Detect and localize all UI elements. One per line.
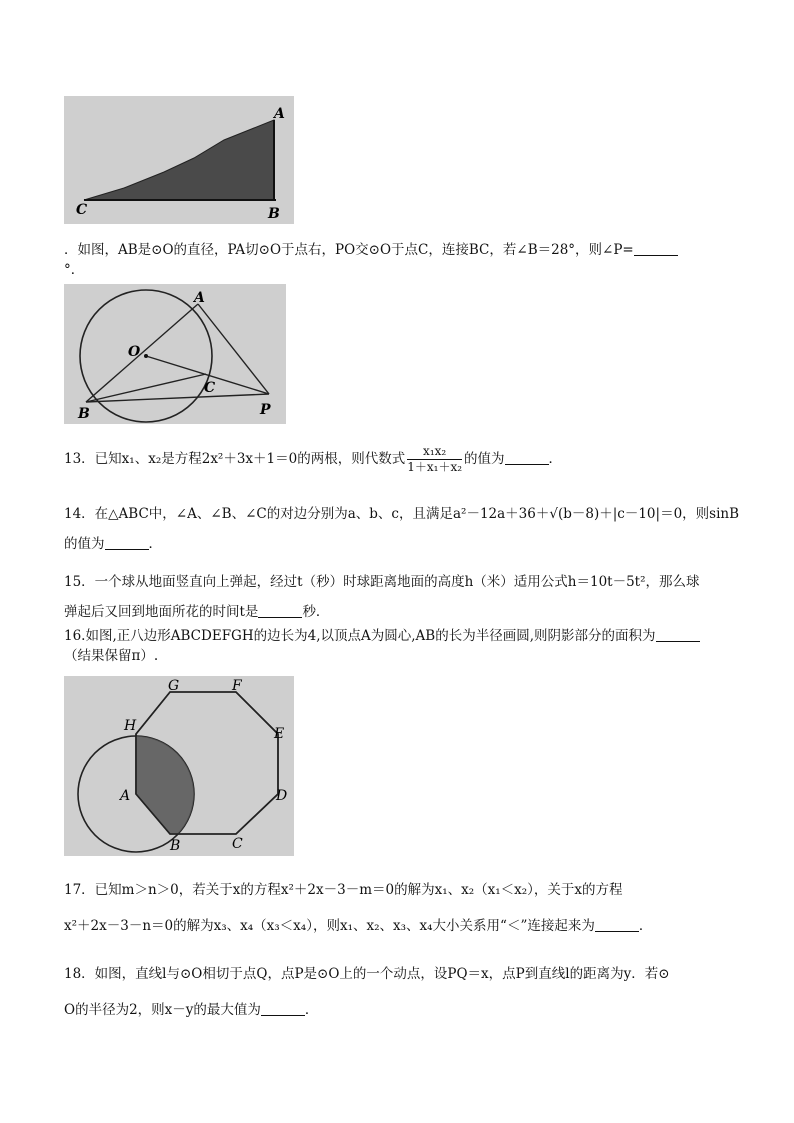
q17-text: 17．已知m＞n＞0，若关于x的方程x²＋2x－3－m＝0的解为x₁、x₂（x₁＜x₂），关于x的方程 (64, 882, 623, 898)
q16-text-2: （结果保留π）. (64, 648, 159, 665)
q13-suffix: 的值为 (464, 451, 505, 467)
fig11-label-a: A (274, 106, 285, 122)
q14-end: ． (148, 535, 162, 552)
question-16 (64, 626, 732, 667)
q13-prefix: 13．已知x₁、x₂是方程2x²＋3x＋1＝0的两根，则代数式 (64, 451, 406, 467)
fig12-label-a: A (194, 290, 205, 306)
q17-text-2: x²＋2x－3－n＝0的解为x₃、x₄（x₃＜x₄），则x₁、x₂、x₃、x₄大小关系用“＜”连接起来为 (64, 918, 595, 935)
q14-text-2: 的值为 (64, 535, 105, 552)
q16-blank (656, 627, 700, 642)
q12-text: ．如图，AB是⊙O的直径，PA切⊙O于点右，PO交⊙O于点C，连接BC，若∠B＝28°，则∠P= (64, 242, 634, 258)
fig16-label-f: F (232, 678, 242, 694)
fig16-label-b: B (170, 838, 181, 854)
fig11-label-c: C (76, 202, 88, 218)
q12-blank (634, 241, 678, 256)
question-13 (64, 444, 732, 475)
fig11-label-b: B (268, 206, 280, 222)
q18-text: 18．如图，直线l与⊙O相切于点Q，点P是⊙O上的一个动点，设PQ＝x，点P到直线l的距离为y．若⊙ (64, 966, 670, 982)
line-ab (86, 304, 198, 402)
fig12-label-c: C (204, 380, 216, 396)
question-17 (64, 872, 732, 945)
q17-end: ． (638, 918, 653, 935)
octagon-figure (64, 676, 294, 856)
q14-blank (105, 535, 149, 550)
q14-text: 14．在△ABC中，∠A、∠B、∠C的对边分别为a、b、c，且满足a²－12a＋36＋√(b－8)＋|c－10|＝0，则sinB (64, 506, 740, 522)
fig16-label-e: E (274, 726, 285, 742)
fig16-label-g: G (168, 678, 180, 694)
question-12 (64, 240, 732, 281)
q15-text-2: 弹起后又回到地面所花的时间t是 (64, 603, 259, 620)
fig12-label-o: O (128, 344, 141, 360)
question-14 (64, 500, 740, 559)
fig12-label-p: P (260, 402, 271, 418)
q15-end: 秒． (302, 603, 330, 620)
q13-fraction (407, 444, 462, 475)
fig16-label-a: A (120, 788, 131, 804)
q13-end: ． (548, 451, 563, 467)
q18-text-2: O的半径为2，则x－y的最大值为 (64, 1002, 261, 1019)
q13-blank (505, 450, 549, 465)
q18-end: ． (304, 1002, 319, 1019)
q17-blank (595, 917, 639, 932)
q13-numerator: x₁x₂ (407, 444, 462, 460)
q13-denominator: 1＋x₁＋x₂ (407, 460, 463, 474)
q16-text: 16.如图,正八边形ABCDEFGH的边长为4,以顶点A为圆心,AB的长为半径画圆,则阴影部分的面积为 (64, 628, 656, 644)
circle-tangent-figure (64, 284, 286, 424)
center-point (144, 354, 148, 358)
question-15 (64, 568, 732, 627)
q15-blank (258, 603, 302, 618)
hill-shape (84, 120, 274, 200)
slope-figure (64, 96, 294, 224)
q18-blank (261, 1001, 305, 1016)
fig16-label-d: D (276, 788, 288, 804)
question-18 (64, 956, 732, 1029)
fig12-label-b: B (78, 406, 90, 422)
q15-text: 15．一个球从地面竖直向上弹起，经过t（秒）时球距离地面的高度h（米）适用公式h＝10t－5t²，那么球 (64, 574, 700, 590)
q12-text-end: °． (64, 262, 85, 279)
fig16-label-c: C (232, 836, 243, 852)
fig16-label-h: H (124, 718, 137, 734)
